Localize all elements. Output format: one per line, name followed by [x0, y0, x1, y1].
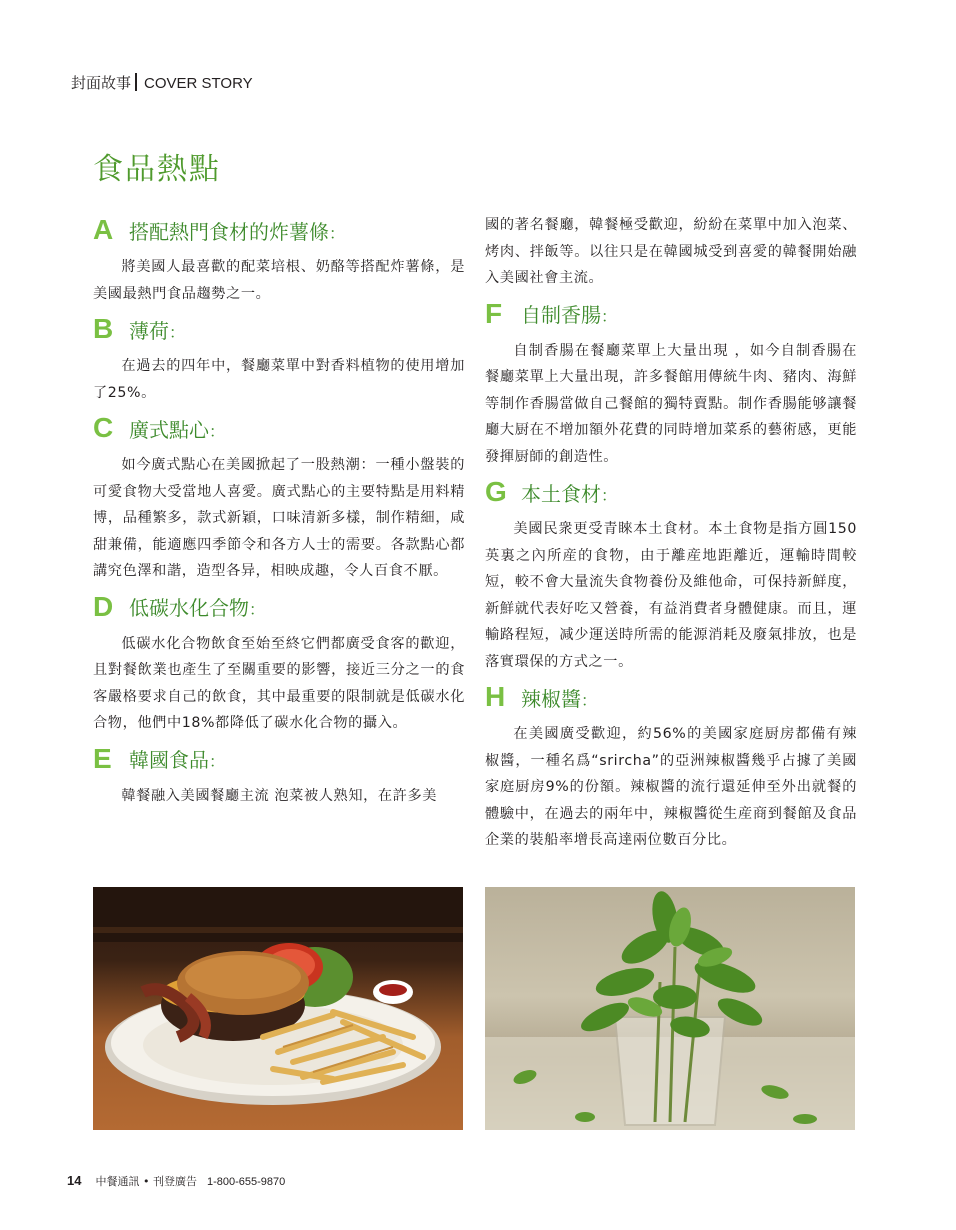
- section-e-body: 韓餐融入美國餐廳主流 泡菜被人熟知，在許多美: [121, 787, 438, 804]
- section-letter: B: [93, 313, 114, 344]
- section-a-heading: [93, 212, 465, 248]
- section-header: [71, 72, 253, 93]
- page-footer: [67, 1173, 285, 1189]
- section-g-heading: [485, 474, 857, 510]
- section-f-body: 自制香腸在餐廳菜單上大量出現 ，如今自制香腸在餐廳菜單上大量出現，許多餐館用傳統牛肉、豬肉、海鮮等制作香腸當做自己餐館的獨特賣點。制作香腸能够讓餐廳大厨在不增加額外花費的同時增加菜系的藝術感，更能發揮厨師的創造性。: [485, 342, 857, 465]
- section-letter: A: [93, 214, 114, 245]
- section-title: 低碳水化合物 ：: [129, 592, 265, 621]
- section-g-body: 美國民衆更受青睞本土食材。本土食物是指方圓150英裏之內所産的食物，由于離産地距離近，運輸時間較短，較不會大量流失食物養份及維他命，可保持新鮮度，新鮮就代表好吃又營養，有益消費者身體健康。而且，運輸路程短，减少運送時所需的能源消耗及廢氣排放，也是落實環保的方式之一。: [485, 521, 857, 670]
- section-letter: G: [485, 476, 507, 507]
- mint-glass-photo: [485, 887, 855, 1130]
- section-title: 薄荷 ：: [129, 315, 185, 344]
- section-b-heading: [93, 311, 465, 347]
- header-divider: [135, 73, 137, 91]
- section-h-body: 在美國廣受歡迎，約56%的美國家庭厨房都備有辣椒醬，一種名爲“srircha”的亞洲辣椒醬幾乎占據了美國家庭厨房9%的份額。辣椒醬的流行還延伸至外出就餐的體驗中，在過去的兩年中，辣椒醬從生産商到餐館及食品企業的裝船率增長高達兩位數百分比。: [485, 726, 857, 848]
- section-title: 自制香腸 ：: [521, 299, 617, 328]
- section-letter: D: [93, 590, 114, 622]
- page-number: 14: [67, 1173, 82, 1188]
- left-column: [93, 212, 465, 813]
- right-column: [485, 212, 857, 858]
- section-f-heading: [485, 296, 857, 332]
- section-a-body: 將美國人最喜歡的配菜培根、奶酪等搭配炸薯條，是美國最熱門食品趨勢之一。: [93, 259, 465, 302]
- section-d-heading: [93, 589, 465, 625]
- section-c-heading: [93, 410, 465, 446]
- phone-number: 1-800-655-9870: [206, 1176, 286, 1188]
- section-title: 搭配熱門食材的炸薯條 ：: [129, 216, 345, 245]
- section-b-body: 在過去的四年中，餐廳菜單中對香料植物的使用增加了25%。: [93, 358, 465, 401]
- section-label-en: COVER STORY: [144, 75, 253, 92]
- section-e-body-continued: 國的著名餐廳，韓餐極受歡迎，紛紛在菜單中加入泡菜、烤肉、拌飯等。以往只是在韓國城受到喜愛的韓餐開始融入美國社會主流。: [485, 217, 857, 286]
- page-title: 食品熱點: [93, 152, 221, 187]
- section-title: 辣椒醬 ：: [521, 683, 597, 712]
- section-letter: E: [93, 742, 112, 774]
- section-d-body: 低碳水化合物飲食至始至終它們都廣受食客的歡迎，且對餐飲業也產生了至關重要的影響，接近三分之一的食客嚴格要求自己的飲食，其中最重要的限制就是低碳水化合物，他們中18%都降低了碳水化合物的攝入。: [93, 635, 465, 731]
- section-title: 廣式點心 ：: [129, 414, 225, 443]
- section-h-heading: [485, 679, 857, 715]
- section-title: 本土食材 ：: [521, 478, 617, 507]
- section-e-heading: [93, 741, 465, 777]
- section-letter: F: [485, 297, 503, 329]
- section-label-cn: 封面故事: [71, 74, 132, 92]
- burger-fries-photo: [93, 887, 463, 1130]
- section-letter: C: [93, 412, 114, 443]
- section-letter: H: [485, 681, 506, 712]
- section-title: 韓國食品 ：: [129, 744, 225, 773]
- section-c-body: 如今廣式點心在美國掀起了一股熱潮：一種小盤裝的可愛食物大受當地人喜愛。廣式點心的主要特點是用料精博，品種繁多，款式新穎，口味清新多樣，制作精細，咸甜兼備，能適應四季節令和各方人士的需要。各款點心都講究色澤和諧，造型各异，相映成趣，令人百食不厭。: [93, 457, 465, 579]
- publication-name: 中餐通訊 • 刊登廣告: [95, 1175, 197, 1188]
